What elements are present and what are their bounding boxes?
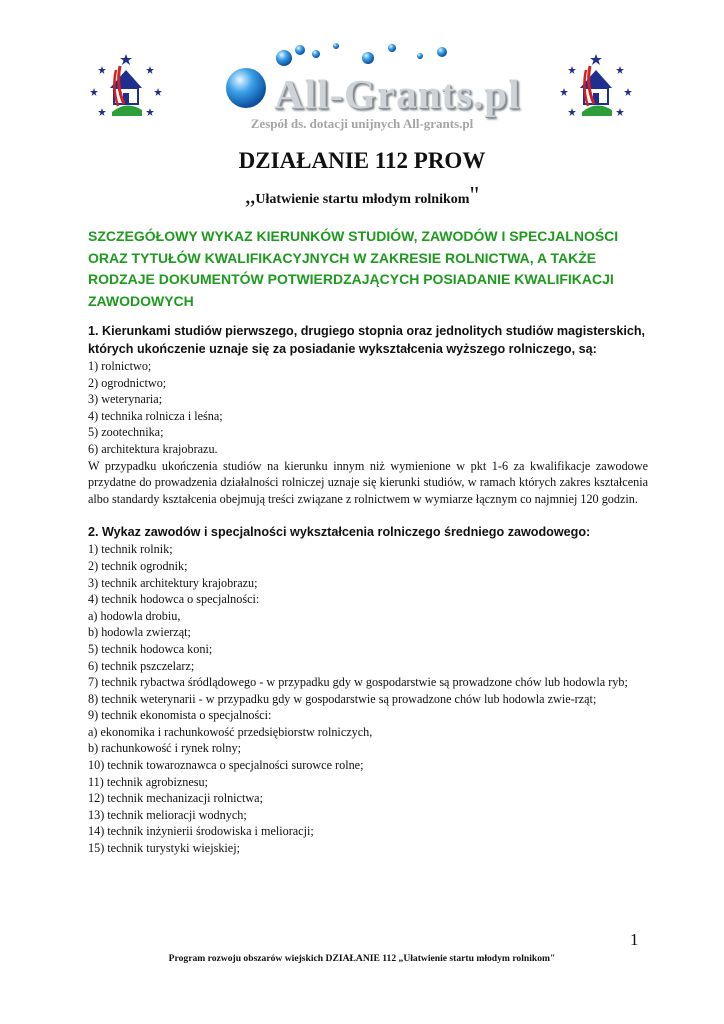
subtitle-close-quote: " <box>469 183 480 209</box>
page-number: 1 <box>630 930 639 949</box>
list-item: 6) technik pszczelarz; <box>88 658 195 673</box>
list-item: 1) rolnictwo; <box>88 359 152 373</box>
list-item: 14) technik inżynierii środowiska i melioracji; <box>88 824 314 839</box>
list-item: 12) technik mechanizacji rolnictwa; <box>88 791 263 806</box>
list-item: 3) weterynaria; <box>88 392 163 407</box>
section-1-heading: 1. Kierunkami studiów pierwszego, drugiego stopnia oraz jednolitych studiów magisterskich, których ukończenie uznaje się za posiadanie wykształcenia wyższego rolniczego, są: <box>88 324 646 356</box>
page-title: DZIAŁANIE 112 PROW <box>238 148 486 173</box>
list-item: 3) technik architektury krajobrazu; <box>88 575 258 590</box>
list-item: 11) technik agrobiznesu; <box>88 774 209 789</box>
list-item: a) ekonomika i rachunkowość przedsiębiorstw rolniczych, <box>88 724 373 739</box>
section-2-heading: 2. Wykaz zawodów i specjalności wykształcenia rolniczego średniego zawodowego: <box>88 525 591 540</box>
document-body <box>88 322 648 857</box>
logo-text: All-Grants.pl <box>274 71 521 117</box>
emblem-right-icon <box>560 52 632 124</box>
list-item: 8) technik weterynarii - w przypadku gdy w gospodarstwie są prowadzone chów lub hodowla zwie-rząt; <box>88 691 597 706</box>
section-2-list <box>88 541 648 856</box>
list-item: 2) ogrodnictwo; <box>88 375 167 390</box>
section-1-list <box>88 358 648 458</box>
list-item: 5) technik hodowca koni; <box>88 641 213 656</box>
page-subtitle <box>0 183 724 210</box>
list-item: 13) technik melioracji wodnych; <box>88 807 247 822</box>
list-item: b) rachunkowość i rynek rolny; <box>88 741 241 756</box>
section-1-note: W przypadku ukończenia studiów na kierunku innym niż wymienione w pkt 1-6 za kwalifikacje zawodowe przydatne do prowadzenia działalności rolniczej uznaje się kierunki studiów, w ramach których zakres kształcenia albo standardy kształcenia obejmują treści związane z rolnictwem w wymiarze łącznym co najmniej 120 godzin. <box>88 458 648 506</box>
emblem-left-icon <box>90 52 162 124</box>
list-item: 6) architektura krajobrazu. <box>88 441 218 456</box>
list-item: 9) technik ekonomista o specjalności: <box>88 708 272 723</box>
all-grants-logo <box>216 40 521 118</box>
list-item: 15) technik turystyki wiejskiej; <box>88 841 240 856</box>
subtitle-text: Ułatwienie startu młodym rolnikom <box>255 192 470 207</box>
list-item: 7) technik rybactwa śródlądowego - w przypadku gdy w gospodarstwie są prowadzone chów lub hodowla ryb; <box>88 675 628 690</box>
list-item: b) hodowla zwierząt; <box>88 625 191 640</box>
list-item: 4) technika rolnicza i leśna; <box>88 408 223 423</box>
page-footer: Program rozwoju obszarów wiejskich DZIAŁANIE 112 „Ułatwienie startu młodym rolnikom" <box>168 953 556 964</box>
list-item: a) hodowla drobiu, <box>88 608 181 623</box>
header-tagline: Zespół ds. dotacji unijnych All-grants.pl <box>250 116 474 131</box>
subtitle-open-quote: „ <box>244 183 256 209</box>
list-item: 5) zootechnika; <box>88 425 164 440</box>
list-item: 4) technik hodowca o specjalności: <box>88 592 260 607</box>
list-item: 10) technik towaroznawca o specjalności surowce rolne; <box>88 758 364 773</box>
list-item: 2) technik ogrodnik; <box>88 558 188 573</box>
list-item: 1) technik rolnik; <box>88 542 173 557</box>
document-heading: SZCZEGÓŁOWY WYKAZ KIERUNKÓW STUDIÓW, ZAWODÓW I SPECJALNOŚCI ORAZ TYTUŁÓW KWALIFIKACYJNYCH W ZAKRESIE ROLNICTWA, A TAKŻE RODZAJE DOKUMENTÓW POTWIERDZAJĄCYCH POSIADANIE KWALIFIKACJI ZAWODOWYCH <box>88 228 619 309</box>
